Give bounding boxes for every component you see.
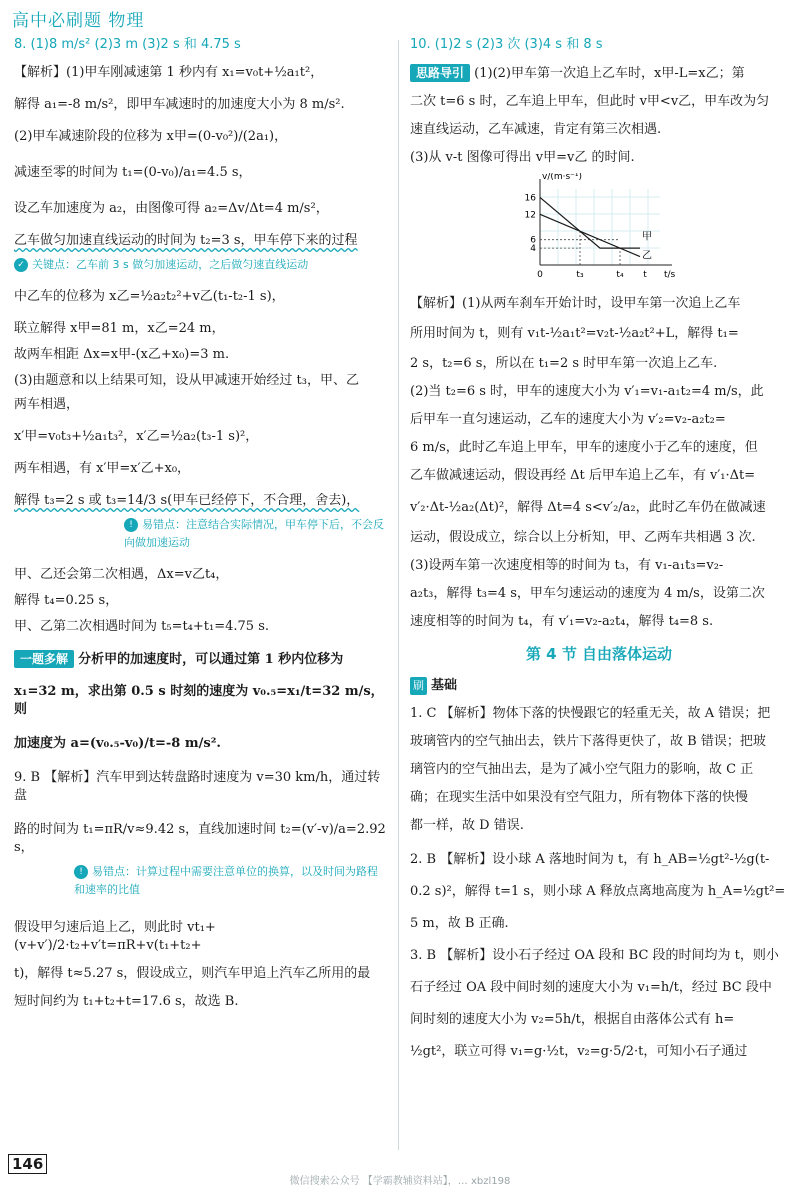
text-line: 两车相遇，有 x′甲=x′乙+x₀， — [14, 461, 191, 476]
text-line: 运动，假设成立，综合以上分析知，甲、乙两车共相遇 3 次. — [410, 530, 756, 545]
text-line: 二次 t=6 s 时，乙车追上甲车，但此时 v甲<v乙，甲车改为匀 — [410, 94, 770, 109]
basic-heading: 刷 基础 — [410, 677, 788, 695]
text-line: 解得 t₃=2 s 或 t₃=14/3 s(甲车已经停下，不合理，舍去)， — [14, 493, 360, 508]
text-line: 加速度为 a=(v₀.₅-v₀)/t=-8 m/s². — [14, 736, 221, 751]
text-line: 石子经过 OA 段中间时刻的速度大小为 v₁=h/t，经过 BC 段中 — [410, 980, 772, 995]
x-tick-label: 0 — [537, 270, 543, 280]
text-line: (3)从 v-t 图像可得出 v甲=v乙 的时间. — [410, 150, 635, 165]
section-title: 第 4 节 自由落体运动 — [525, 645, 673, 663]
footer-watermark: 微信搜索公众号 【学霸教辅资料站】，… xbzl198 — [289, 1176, 511, 1187]
page-number: 146 — [8, 1154, 47, 1174]
error-note-2: ! 易错点：计算过程中需要注意单位的换算，以及时间为路程和速率的比值 — [74, 865, 378, 896]
key-note: ✓ 关键点：乙车前 3 s 做匀加速运动，之后做匀速直线运动 — [14, 256, 386, 274]
text-line: 0.2 s)²，解得 t=1 s，则小球 A 释放点离地高度为 h_A=½gt²= — [410, 884, 786, 899]
text-line: 玻璃管内的空气抽出去，铁片下落得更快了，故 B 错误；把玻 — [410, 734, 766, 749]
text-line: 解得 t₄=0.25 s， — [14, 593, 119, 608]
text-line: x′甲=v₀t₃+½a₁t₃²，x′乙=½a₂(t₃-1 s)²， — [14, 429, 259, 444]
text-line: 甲、乙第二次相遇时间为 t₅=t₄+t₁=4.75 s. — [14, 619, 269, 634]
error-icon: ! — [124, 518, 138, 532]
legend-label: 甲 — [642, 231, 652, 243]
text-line: 短时间约为 t₁+t₂+t=17.6 s，故选 B. — [14, 994, 239, 1009]
text-line: 速直线运动，乙车减速，肯定有第三次相遇. — [410, 122, 662, 137]
y-tick-label: 16 — [524, 193, 536, 204]
key-icon: ✓ — [14, 258, 28, 272]
text-line: 减速至零的时间为 t₁=(0-v₀)/a₁=4.5 s， — [14, 165, 252, 180]
left-column — [14, 36, 386, 1011]
series-line-乙 — [540, 214, 640, 256]
text-line: 【解析】(1)甲车刚减速第 1 秒内有 x₁=v₀t+½a₁t²， — [14, 65, 324, 80]
error-note: ! 易错点：注意结合实际情况，甲车停下后，不会反向做加速运动 — [124, 518, 384, 549]
text-line: 3. B 【解析】设小石子经过 OA 段和 BC 段的时间均为 t，则小 — [410, 948, 779, 963]
y-tick-label: 12 — [524, 210, 536, 221]
text-line: 解得 a₁=-8 m/s²，即甲车减速时的加速度大小为 8 m/s². — [14, 97, 345, 112]
x-axis-label: t/s — [664, 270, 676, 280]
text-line: t)，解得 t≈5.27 s，假设成立，则汽车甲追上汽车乙所用的最 — [14, 966, 371, 981]
x-tick-label: t — [643, 270, 647, 280]
text-line: 2 s，t₂=6 s，所以在 t₁=2 s 时甲车第一次追上乙车. — [410, 356, 718, 371]
hint-label: 思路导引 — [410, 64, 470, 82]
text-line: (3)由题意和以上结果可知，设从甲减速开始经过 t₃，甲、乙 — [14, 373, 359, 388]
text-line: 故两车相距 Δx=x甲-(x乙+x₀)=3 m. — [14, 347, 230, 362]
text-line: 乙车做匀加速直线运动的时间为 t₂=3 s，甲车停下来的过程 — [14, 233, 358, 248]
text-line: 1. C 【解析】物体下落的快慢跟它的轻重无关，故 A 错误；把 — [410, 706, 771, 721]
text-line: 6 m/s，此时乙车追上甲车，甲车的速度小于乙车的速度，但 — [410, 440, 758, 455]
text-line: 9. B 【解析】汽车甲到达转盘路时速度为 v=30 km/h，通过转盘 — [14, 770, 381, 803]
q8-answer: 8. (1)8 m/s² (2)3 m (3)2 s 和 4.75 s — [14, 37, 241, 52]
multi-solution-label: 一题多解 — [14, 650, 74, 668]
y-tick-label: 4 — [530, 244, 536, 255]
text-line: v′₂·Δt-½a₂(Δt)²，解得 Δt=4 s<v′₂/a₂，此时乙车仍在做减速 — [410, 500, 766, 515]
right-column — [410, 36, 788, 1061]
text-line: x₁=32 m，求出第 0.5 s 时刻的速度为 v₀.₅=x₁/t=32 m/s，则 — [14, 684, 384, 717]
legend-label: 乙 — [642, 250, 652, 262]
vt-chart — [510, 173, 788, 289]
text-line: 甲、乙还会第二次相遇，Δx=v乙t₄， — [14, 567, 229, 582]
error-icon: ! — [74, 865, 88, 879]
x-tick-label: t₃ — [576, 270, 584, 280]
text-line: 后甲车一直匀速运动，乙车的速度大小为 v′₂=v₂-a₂t₂= — [410, 412, 726, 427]
text-line: 间时刻的速度大小为 v₂=5h/t，根据自由落体公式有 h= — [410, 1012, 735, 1027]
text-line: 璃管内的空气抽出去，是为了减小空气阻力的影响，故 C 正 — [410, 762, 754, 777]
text-line: 速度相等的时间为 t₄，有 v′₁=v₂-a₂t₄，解得 t₄=8 s. — [410, 614, 714, 629]
text-line: 中乙车的位移为 x乙=½a₂t₂²+v乙(t₁-t₂-1 s)， — [14, 289, 285, 304]
hint: 思路导引 (1)(2)甲车第一次追上乙车时，x甲-L=x乙；第 — [410, 64, 788, 83]
vt-chart-svg — [510, 173, 690, 283]
text-line: (2)甲车减速阶段的位移为 x甲=(0-v₀²)/(2a₁)， — [14, 129, 288, 144]
text-line: 乙车做减速运动，假设再经 Δt 后甲车追上乙车，有 v′₁·Δt= — [410, 468, 756, 483]
text-line: (2)当 t₂=6 s 时，甲车的速度大小为 v′₁=v₁-a₁t₂=4 m/s，此 — [410, 384, 764, 399]
text-line: (3)设两车第一次速度相等的时间为 t₃，有 v₁-a₁t₃=v₂- — [410, 558, 724, 573]
multi-solution: 一题多解 分析甲的加速度时，可以通过第 1 秒内位移为 — [14, 650, 386, 669]
text-line: 5 m，故 B 正确. — [410, 916, 509, 931]
text-line: 所用时间为 t，则有 v₁t-½a₁t²=v₂t-½a₂t²+L，解得 t₁= — [410, 326, 739, 341]
text-line: 路的时间为 t₁=πR/v≈9.42 s，直线加速时间 t₂=(v′-v)/a=2.92 s， — [14, 822, 386, 855]
text-line: 设乙车加速度为 a₂，由图像可得 a₂=Δv/Δt=4 m/s²， — [14, 201, 329, 216]
x-tick-label: t₄ — [616, 270, 624, 280]
text-line: 联立解得 x甲=81 m，x乙=24 m， — [14, 321, 225, 336]
column-divider — [398, 40, 399, 1150]
text-line: 假设甲匀速后追上乙，则此时 vt₁+(v+v′)/2·t₂+v′t=πR+v(t₁+t₂+ — [14, 920, 216, 953]
text-line: 【解析】(1)从两车刹车开始计时，设甲车第一次追上乙车 — [410, 296, 741, 311]
series-line-甲 — [540, 197, 640, 248]
book-icon: 刷 — [410, 677, 427, 695]
text-line: 两车相遇， — [14, 397, 80, 412]
text-line: a₂t₃，解得 t₃=4 s，甲车匀速运动的速度为 4 m/s，设第二次 — [410, 586, 765, 601]
text-line: 2. B 【解析】设小球 A 落地时间为 t，有 h_AB=½gt²-½g(t- — [410, 852, 770, 867]
header-title: 高中必刷题 物理 — [12, 11, 145, 31]
q10-answer: 10. (1)2 s (2)3 次 (3)4 s 和 8 s — [410, 37, 603, 52]
y-tick-label: 6 — [530, 235, 536, 246]
y-axis-label: v/(m·s⁻¹) — [542, 173, 583, 182]
text-line: 都一样，故 D 错误. — [410, 818, 524, 833]
text-line: 确；在现实生活中如果没有空气阻力，所有物体下落的快慢 — [410, 790, 749, 805]
text-line: ½gt²，联立可得 v₁=g·½t，v₂=g·5/2·t，可知小石子通过 — [410, 1044, 748, 1059]
